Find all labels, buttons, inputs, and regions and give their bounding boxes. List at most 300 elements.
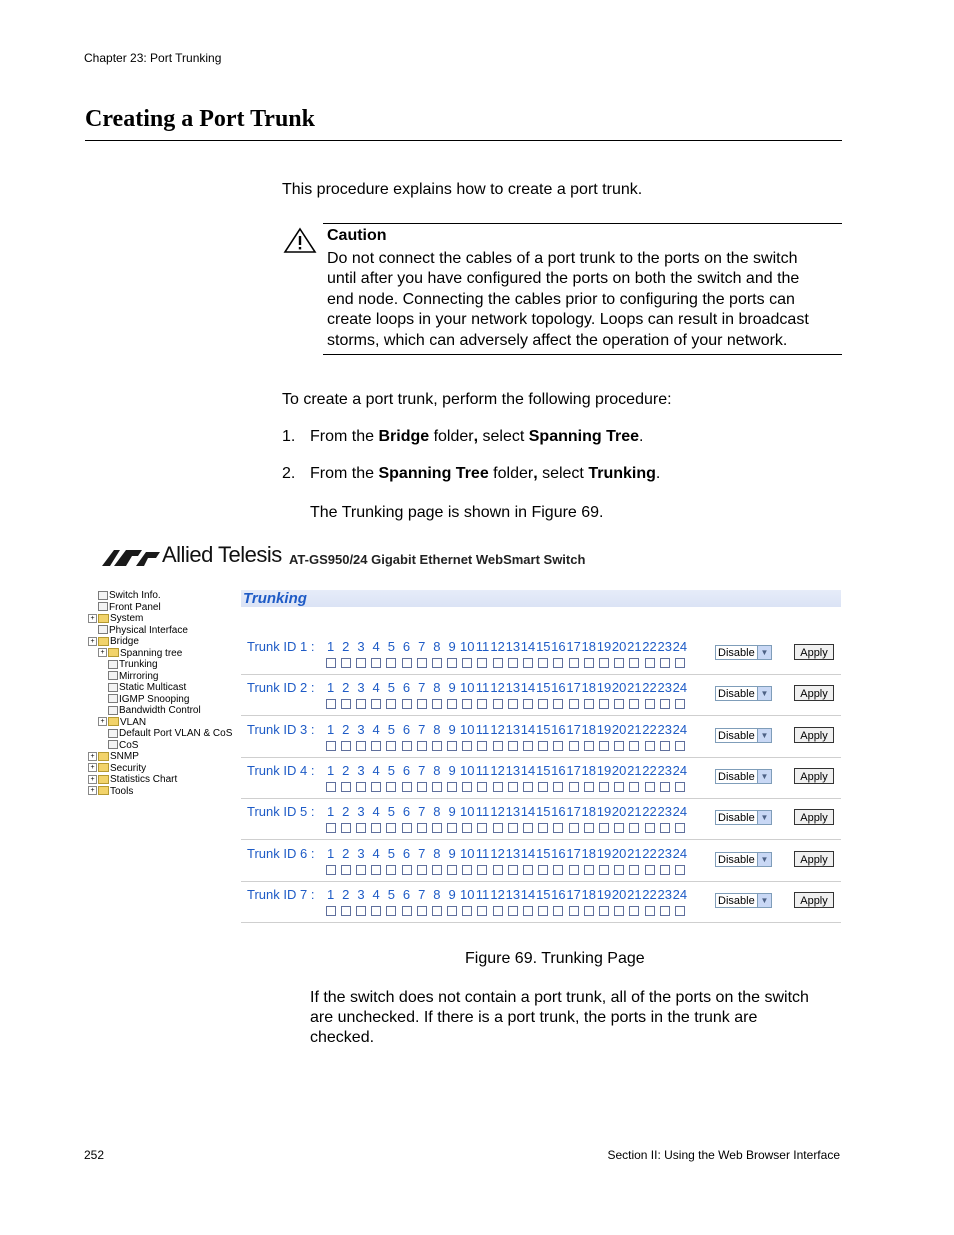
tree-item[interactable] (88, 763, 233, 775)
port-checkbox[interactable] (538, 658, 548, 668)
port-checkbox[interactable] (508, 741, 518, 751)
port-checkbox[interactable] (599, 741, 609, 751)
port-number: 11 (475, 721, 490, 737)
step-1 (282, 428, 643, 446)
port-checkbox-cell (505, 903, 520, 921)
tree-item[interactable] (88, 682, 233, 694)
port-checkbox[interactable] (584, 865, 594, 875)
port-number: 5 (387, 680, 395, 696)
chevron-down-icon[interactable]: ▼ (757, 811, 771, 824)
port-checkbox[interactable] (629, 658, 639, 668)
port-checkbox[interactable] (508, 699, 518, 709)
port-checkbox[interactable] (447, 782, 457, 792)
closing-text (310, 988, 809, 1048)
page-icon (108, 706, 118, 715)
port-checkbox[interactable] (660, 782, 670, 792)
port-checkbox-cell (445, 779, 460, 797)
port-checkbox[interactable] (675, 865, 685, 875)
port-checkbox[interactable] (417, 741, 427, 751)
port-checkbox[interactable] (675, 906, 685, 916)
port-number: 7 (418, 845, 426, 861)
tree-item[interactable] (88, 751, 233, 763)
port-checkbox[interactable] (508, 865, 518, 875)
port-checkbox[interactable] (326, 699, 336, 709)
port-checkbox[interactable] (538, 782, 548, 792)
port-checkbox[interactable] (326, 823, 336, 833)
port-checkbox[interactable] (645, 782, 655, 792)
port-checkbox-cell (612, 738, 627, 756)
port-checkbox-cell (520, 820, 535, 838)
tree-item[interactable] (88, 671, 233, 683)
tree-item-label: SNMP (110, 751, 139, 762)
port-checkbox[interactable] (356, 865, 366, 875)
tree-item-label: Bandwidth Control (119, 705, 201, 716)
apply-button[interactable]: Apply (794, 644, 834, 660)
port-checkbox[interactable] (341, 823, 351, 833)
tree-item[interactable] (88, 625, 233, 637)
apply-button[interactable]: Apply (794, 809, 834, 825)
port-checkbox[interactable] (417, 865, 427, 875)
port-checkbox[interactable] (675, 699, 685, 709)
port-checkbox[interactable] (675, 741, 685, 751)
trunk-state-select[interactable] (715, 728, 772, 743)
port-checkbox[interactable] (614, 823, 624, 833)
port-checkbox[interactable] (493, 782, 503, 792)
port-checkbox[interactable] (508, 658, 518, 668)
tree-item-label: Physical Interface (109, 624, 188, 636)
port-checkbox[interactable] (599, 906, 609, 916)
port-checkbox[interactable] (660, 865, 670, 875)
port-checkbox[interactable] (614, 699, 624, 709)
port-checkbox-cell (353, 655, 368, 673)
port-checkbox[interactable] (402, 865, 412, 875)
port-checkbox[interactable] (462, 906, 472, 916)
intro-text: This procedure explains how to create a port trunk. (282, 181, 643, 198)
port-checkbox[interactable] (584, 658, 594, 668)
port-checkbox[interactable] (447, 658, 457, 668)
trunk-state-select[interactable] (715, 769, 772, 784)
step-text: From the (310, 465, 379, 482)
port-checkbox[interactable] (584, 906, 594, 916)
port-checkbox[interactable] (584, 823, 594, 833)
port-checkbox[interactable] (356, 658, 366, 668)
port-checkboxes (323, 655, 688, 673)
port-checkbox[interactable] (341, 782, 351, 792)
select-value: Disable (718, 647, 755, 659)
port-checkbox[interactable] (629, 782, 639, 792)
port-checkbox[interactable] (326, 658, 336, 668)
chevron-down-icon[interactable]: ▼ (757, 770, 771, 783)
expand-icon[interactable]: + (98, 717, 107, 726)
port-number: 5 (387, 886, 395, 902)
port-checkbox[interactable] (660, 741, 670, 751)
port-checkbox[interactable] (614, 741, 624, 751)
port-checkbox[interactable] (614, 865, 624, 875)
port-checkbox[interactable] (645, 906, 655, 916)
port-checkbox[interactable] (356, 823, 366, 833)
chevron-down-icon[interactable]: ▼ (757, 894, 771, 907)
port-checkbox-cell (429, 738, 444, 756)
trunk-state-select[interactable] (715, 645, 772, 660)
port-checkbox[interactable] (493, 699, 503, 709)
expand-icon[interactable]: + (88, 786, 97, 795)
port-checkbox[interactable] (584, 741, 594, 751)
port-checkbox[interactable] (417, 699, 427, 709)
port-checkbox[interactable] (493, 865, 503, 875)
port-checkbox[interactable] (645, 699, 655, 709)
port-checkbox[interactable] (432, 823, 442, 833)
port-checkbox[interactable] (462, 699, 472, 709)
port-checkbox[interactable] (569, 741, 579, 751)
port-checkbox[interactable] (629, 865, 639, 875)
port-checkbox[interactable] (356, 699, 366, 709)
port-checkbox[interactable] (386, 823, 396, 833)
port-number: 7 (418, 804, 426, 820)
tree-item[interactable] (88, 728, 233, 740)
port-checkbox[interactable] (326, 782, 336, 792)
tree-item[interactable] (88, 705, 233, 717)
port-checkbox-cell (596, 655, 611, 673)
port-checkbox[interactable] (356, 741, 366, 751)
port-checkbox[interactable] (599, 865, 609, 875)
port-number: 22 (642, 845, 657, 861)
port-checkbox[interactable] (417, 658, 427, 668)
chevron-down-icon[interactable]: ▼ (757, 687, 771, 700)
expand-icon[interactable]: + (88, 752, 97, 761)
tree-item[interactable] (88, 786, 233, 798)
port-checkbox-cell (520, 903, 535, 921)
tree-item[interactable] (88, 590, 233, 602)
port-checkbox[interactable] (402, 741, 412, 751)
port-checkbox-cell (369, 655, 384, 673)
port-checkbox[interactable] (629, 699, 639, 709)
port-checkbox[interactable] (493, 906, 503, 916)
panel-title: Trunking (243, 590, 307, 607)
trunk-state-select[interactable] (715, 893, 772, 908)
apply-button[interactable]: Apply (794, 768, 834, 784)
port-checkbox[interactable] (462, 741, 472, 751)
port-checkbox-cell (536, 738, 551, 756)
port-number: 17 (566, 721, 581, 737)
port-checkbox[interactable] (523, 865, 533, 875)
port-checkbox[interactable] (386, 865, 396, 875)
tree-item[interactable] (88, 636, 233, 648)
port-checkbox-cell (672, 862, 687, 880)
port-checkbox[interactable] (629, 741, 639, 751)
port-checkbox[interactable] (402, 906, 412, 916)
port-checkbox[interactable] (386, 782, 396, 792)
port-checkbox[interactable] (599, 658, 609, 668)
port-checkbox-cell (566, 779, 581, 797)
port-checkbox-cell (353, 820, 368, 838)
page-icon (98, 602, 108, 611)
port-checkbox[interactable] (569, 865, 579, 875)
port-number: 9 (448, 886, 456, 902)
port-checkbox[interactable] (569, 658, 579, 668)
port-checkbox[interactable] (402, 782, 412, 792)
port-checkbox[interactable] (493, 823, 503, 833)
tree-item[interactable] (88, 659, 233, 671)
port-checkbox[interactable] (645, 741, 655, 751)
port-checkbox-cell (399, 862, 414, 880)
port-checkbox[interactable] (462, 782, 472, 792)
port-checkbox-cell (399, 820, 414, 838)
tree-item[interactable] (88, 774, 233, 786)
port-checkbox[interactable] (614, 906, 624, 916)
port-checkbox[interactable] (402, 658, 412, 668)
port-checkbox[interactable] (371, 865, 381, 875)
apply-button[interactable]: Apply (794, 892, 834, 908)
port-checkbox[interactable] (660, 906, 670, 916)
port-checkbox[interactable] (477, 782, 487, 792)
port-checkbox[interactable] (599, 699, 609, 709)
port-checkbox-cell (596, 738, 611, 756)
port-checkbox[interactable] (660, 823, 670, 833)
port-checkbox[interactable] (508, 906, 518, 916)
port-checkbox[interactable] (326, 906, 336, 916)
expand-icon[interactable]: + (88, 614, 97, 623)
port-checkbox[interactable] (432, 699, 442, 709)
port-checkbox-cell (612, 655, 627, 673)
expand-icon[interactable]: + (88, 775, 97, 784)
port-checkbox[interactable] (462, 658, 472, 668)
tree-item[interactable] (88, 613, 233, 625)
tree-item[interactable] (88, 648, 233, 660)
port-checkbox[interactable] (386, 906, 396, 916)
port-checkbox[interactable] (447, 741, 457, 751)
port-checkbox-cell (338, 738, 353, 756)
port-number: 24 (672, 639, 688, 654)
select-value: Disable (718, 812, 755, 825)
port-checkbox[interactable] (447, 823, 457, 833)
port-checkbox-cell (536, 820, 551, 838)
chevron-down-icon[interactable]: ▼ (757, 853, 771, 866)
port-checkbox[interactable] (553, 906, 563, 916)
port-checkbox[interactable] (386, 741, 396, 751)
port-checkbox[interactable] (477, 906, 487, 916)
step-bold: Spanning Tree (378, 465, 489, 482)
port-checkbox[interactable] (477, 699, 487, 709)
port-checkbox[interactable] (645, 823, 655, 833)
port-checkbox[interactable] (645, 865, 655, 875)
expand-icon[interactable]: + (88, 637, 97, 646)
port-checkbox-cell (627, 738, 642, 756)
tree-item-label: VLAN (120, 716, 147, 728)
port-checkbox[interactable] (493, 658, 503, 668)
port-checkbox[interactable] (417, 823, 427, 833)
tree-item[interactable] (88, 717, 233, 729)
port-checkbox-cell (505, 820, 520, 838)
tree-item[interactable] (88, 694, 233, 706)
port-checkbox[interactable] (629, 906, 639, 916)
port-checkbox[interactable] (675, 823, 685, 833)
port-checkbox[interactable] (538, 699, 548, 709)
apply-button[interactable]: Apply (794, 727, 834, 743)
port-checkbox[interactable] (523, 699, 533, 709)
port-checkbox[interactable] (371, 782, 381, 792)
port-checkbox[interactable] (660, 658, 670, 668)
port-checkbox[interactable] (477, 823, 487, 833)
port-number: 1 (326, 845, 335, 861)
port-checkbox[interactable] (614, 658, 624, 668)
port-number: 21 (627, 804, 642, 820)
port-checkbox[interactable] (523, 906, 533, 916)
caution-text (327, 249, 841, 351)
port-checkbox[interactable] (477, 865, 487, 875)
port-checkbox[interactable] (341, 741, 351, 751)
port-number: 15 (535, 804, 551, 820)
apply-button[interactable]: Apply (794, 685, 834, 701)
port-checkbox[interactable] (599, 782, 609, 792)
port-checkbox[interactable] (553, 865, 563, 875)
port-checkbox[interactable] (675, 782, 685, 792)
port-number: 1 (326, 680, 335, 696)
port-checkbox[interactable] (645, 658, 655, 668)
port-checkbox[interactable] (356, 782, 366, 792)
port-checkbox[interactable] (553, 699, 563, 709)
select-value: Disable (718, 770, 755, 783)
port-checkbox[interactable] (614, 782, 624, 792)
port-checkbox-cell (414, 862, 429, 880)
port-checkbox-cell (445, 820, 460, 838)
port-checkbox[interactable] (432, 865, 442, 875)
trunk-state-select[interactable] (715, 810, 772, 825)
port-checkbox[interactable] (599, 823, 609, 833)
port-checkbox[interactable] (584, 782, 594, 792)
caution-line: Do not connect the cables of a port trunk to the ports on the switch (327, 250, 798, 267)
port-checkbox[interactable] (371, 699, 381, 709)
port-checkbox[interactable] (386, 658, 396, 668)
port-checkbox[interactable] (386, 699, 396, 709)
tree-item[interactable] (88, 740, 233, 752)
apply-button[interactable]: Apply (794, 851, 834, 867)
port-checkbox-cell (399, 696, 414, 714)
port-checkbox[interactable] (432, 741, 442, 751)
port-checkbox-cell (581, 779, 596, 797)
port-number: 19 (596, 886, 612, 902)
port-checkbox[interactable] (553, 782, 563, 792)
port-checkbox[interactable] (462, 823, 472, 833)
port-checkbox[interactable] (341, 658, 351, 668)
port-checkbox[interactable] (538, 823, 548, 833)
port-number: 6 (402, 639, 411, 654)
port-checkbox[interactable] (432, 906, 442, 916)
port-checkbox[interactable] (477, 741, 487, 751)
port-checkbox-cell (612, 820, 627, 838)
port-checkbox[interactable] (523, 823, 533, 833)
port-checkbox[interactable] (538, 865, 548, 875)
port-checkbox-cell (369, 696, 384, 714)
port-checkbox[interactable] (569, 906, 579, 916)
port-checkbox[interactable] (356, 906, 366, 916)
port-checkbox[interactable] (523, 741, 533, 751)
port-checkbox-cell (672, 820, 687, 838)
port-checkbox[interactable] (538, 906, 548, 916)
port-checkbox[interactable] (371, 658, 381, 668)
port-checkbox[interactable] (417, 782, 427, 792)
port-checkbox-cell (338, 655, 353, 673)
port-checkbox[interactable] (402, 823, 412, 833)
tree-item[interactable] (88, 602, 233, 614)
port-checkboxes (323, 862, 688, 880)
port-checkbox[interactable] (553, 823, 563, 833)
port-number: 24 (672, 762, 688, 778)
port-number: 22 (642, 680, 657, 696)
port-checkbox[interactable] (341, 699, 351, 709)
port-checkbox[interactable] (341, 906, 351, 916)
port-checkbox[interactable] (341, 865, 351, 875)
port-checkbox[interactable] (508, 823, 518, 833)
port-checkbox[interactable] (447, 865, 457, 875)
port-checkbox-cell (475, 738, 490, 756)
trunk-state-select[interactable] (715, 852, 772, 867)
port-checkbox[interactable] (508, 782, 518, 792)
port-number: 19 (596, 804, 612, 820)
port-checkbox[interactable] (660, 699, 670, 709)
port-checkbox-cell (642, 862, 657, 880)
port-checkbox[interactable] (493, 741, 503, 751)
port-number: 23 (657, 639, 672, 654)
chevron-down-icon[interactable]: ▼ (757, 729, 771, 742)
port-number: 9 (448, 721, 456, 737)
port-number: 21 (627, 680, 642, 696)
port-number: 5 (387, 804, 395, 820)
port-checkbox[interactable] (371, 741, 381, 751)
port-checkbox[interactable] (402, 699, 412, 709)
port-checkbox[interactable] (569, 699, 579, 709)
port-checkbox[interactable] (462, 865, 472, 875)
port-checkbox[interactable] (523, 658, 533, 668)
port-checkbox[interactable] (326, 741, 336, 751)
port-checkbox-cell (520, 655, 535, 673)
port-checkbox[interactable] (417, 906, 427, 916)
port-checkbox[interactable] (371, 823, 381, 833)
port-checkbox[interactable] (477, 658, 487, 668)
expand-icon[interactable]: + (88, 763, 97, 772)
port-checkbox[interactable] (447, 699, 457, 709)
page-icon (98, 591, 108, 600)
port-checkbox[interactable] (432, 782, 442, 792)
port-number: 12 (490, 639, 505, 654)
port-number: 13 (505, 845, 521, 861)
chevron-down-icon[interactable]: ▼ (757, 646, 771, 659)
port-number: 2 (342, 886, 350, 902)
port-checkbox[interactable] (523, 782, 533, 792)
port-checkbox-cell (369, 903, 384, 921)
port-checkbox-cell (520, 779, 535, 797)
port-checkbox[interactable] (447, 906, 457, 916)
port-checkbox[interactable] (432, 658, 442, 668)
port-number: 3 (357, 680, 365, 696)
closing-line: If the switch does not contain a port trunk, all of the ports on the switch (310, 989, 809, 1006)
expand-icon[interactable]: + (98, 648, 107, 657)
port-checkbox[interactable] (538, 741, 548, 751)
port-numbers (323, 804, 688, 819)
port-checkbox[interactable] (553, 658, 563, 668)
port-checkbox-cell (657, 696, 672, 714)
trunk-state-select[interactable] (715, 686, 772, 701)
port-checkbox[interactable] (629, 823, 639, 833)
port-checkbox[interactable] (553, 741, 563, 751)
port-checkbox[interactable] (584, 699, 594, 709)
port-checkbox[interactable] (371, 906, 381, 916)
port-checkbox[interactable] (569, 782, 579, 792)
port-checkbox[interactable] (569, 823, 579, 833)
port-checkbox[interactable] (675, 658, 685, 668)
port-checkbox-cell (384, 903, 399, 921)
tree-item-label: Statistics Chart (110, 774, 178, 785)
port-checkbox[interactable] (326, 865, 336, 875)
